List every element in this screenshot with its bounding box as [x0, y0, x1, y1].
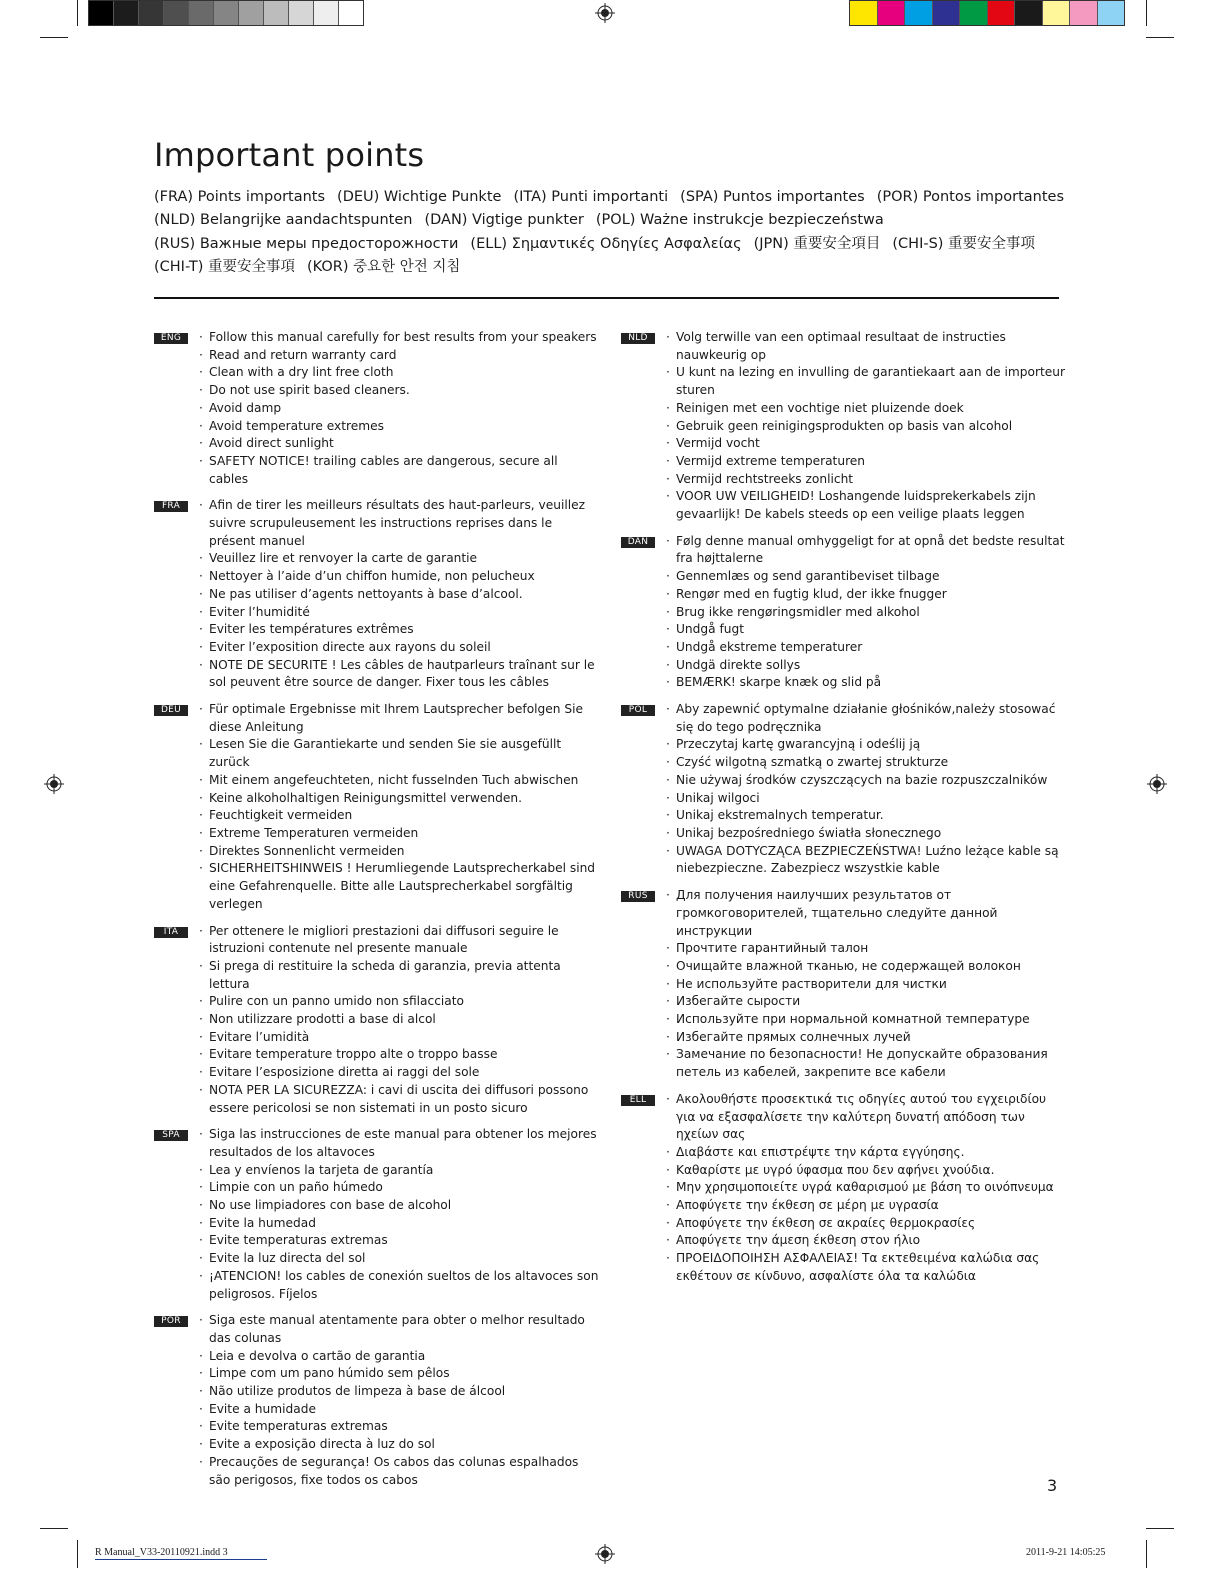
list-item: · Mit einem angefeuchteten, nicht fusselnden Tuch abwischen — [209, 772, 599, 790]
list-item: · Si prega di restituire la scheda di garanzia, previa attenta lettura — [209, 958, 599, 993]
color-swatch — [139, 1, 164, 25]
list-item: · UWAGA DOTYCZĄCA BEZPIECZEŃSTWA! Luźno leżące kable są niebezpieczne. Zabezpiecz wszystkie kable — [676, 843, 1066, 878]
list-item: · Διαβάστε και επιστρέψτε την κάρτα εγγύησης. — [676, 1144, 1066, 1162]
list-item: · Καθαρίστε με υγρό ύφασμα που δεν αφήνει χνούδια. — [676, 1162, 1066, 1180]
list-item: · BEMÆRK! skarpe knæk og slid på — [676, 674, 1066, 692]
list-item: · NOTA PER LA SICUREZZA: i cavi di uscita dei diffusori possono essere pericolosi se non sistemati in un posto sicuro — [209, 1082, 599, 1117]
list-item: · Evitare l’umidità — [209, 1029, 599, 1047]
list-item: · Non utilizzare prodotti a base di alcol — [209, 1011, 599, 1029]
title-divider — [154, 297, 1059, 299]
language-tag: FRA — [154, 501, 188, 512]
list-item: · Undgå fugt — [676, 621, 1066, 639]
list-item: · Evite la humedad — [209, 1215, 599, 1233]
color-swatch — [89, 1, 114, 25]
list-item: · Evitare l’esposizione diretta ai raggi del sole — [209, 1064, 599, 1082]
list-item: · Leia e devolva o cartão de garantia — [209, 1348, 599, 1366]
instruction-list — [209, 1312, 599, 1489]
print-timestamp: 2011-9-21 14:05:25 — [1026, 1547, 1106, 1558]
list-item: · Avoid damp — [209, 400, 599, 418]
list-item: · Limpe com um pano húmido sem pêlos — [209, 1365, 599, 1383]
language-tag: POR — [154, 1316, 188, 1327]
list-item: · Избегайте сырости — [676, 993, 1066, 1011]
file-slug: R Manual_V33-20110921.indd 3 — [95, 1547, 267, 1560]
list-item: · Αποφύγετε την έκθεση σε μέρη με υγρασία — [676, 1197, 1066, 1215]
subtitle-line — [154, 209, 1064, 232]
instruction-list — [209, 923, 599, 1118]
list-item: · Pulire con un panno umido non sfilacciato — [209, 993, 599, 1011]
instruction-list — [676, 329, 1066, 524]
registration-mark-icon — [595, 1544, 615, 1564]
list-item: · Read and return warranty card — [209, 347, 599, 365]
cmyk-color-bar — [849, 0, 1125, 26]
registration-mark-icon — [1147, 774, 1167, 794]
list-item: · Используйте при нормальной комнатной температуре — [676, 1011, 1066, 1029]
list-item: · Undgå ekstreme temperaturer — [676, 639, 1066, 657]
language-section-nld — [621, 329, 1066, 524]
list-item: · Extreme Temperaturen vermeiden — [209, 825, 599, 843]
list-item: · Limpie con un paño húmedo — [209, 1179, 599, 1197]
color-swatch — [339, 1, 363, 25]
crop-mark — [77, 1540, 78, 1568]
color-swatch — [878, 1, 906, 25]
translated-title: (FRA) Points importants — [154, 189, 326, 205]
translated-title: (KOR) 중요한 안전 지침 — [307, 258, 461, 275]
color-swatch — [905, 1, 933, 25]
list-item: · Для получения наилучших результатов от громкоговорителей, тщательно следуйте данной инструкции — [676, 887, 1066, 940]
color-swatch — [960, 1, 988, 25]
list-item: · Precauções de segurança! Os cabos das colunas espalhados são perigosos, fixe todos os cabos — [209, 1454, 599, 1489]
list-item: · Прочтите гарантийный талон — [676, 940, 1066, 958]
list-item: · Lesen Sie die Garantiekarte und senden Sie sie ausgefüllt zurück — [209, 736, 599, 771]
list-item: · Czyść wilgotną szmatką o zwartej strukturze — [676, 754, 1066, 772]
color-swatch — [114, 1, 139, 25]
language-section-ell — [621, 1091, 1066, 1286]
instruction-list — [209, 497, 599, 692]
instruction-list — [209, 329, 599, 488]
registration-mark-icon — [595, 3, 615, 23]
list-item: · Evite a exposição directa à luz do sol — [209, 1436, 599, 1454]
list-item: · NOTE DE SECURITE ! Les câbles de hautparleurs traînant sur le sol peuvent être source de danger. Fixer tous les câbles — [209, 657, 599, 692]
list-item: · Do not use spirit based cleaners. — [209, 382, 599, 400]
language-tag: ENG — [154, 333, 188, 344]
page-title: Important points — [154, 136, 425, 174]
color-swatch — [1098, 1, 1125, 25]
list-item: · ¡ATENCION! los cables de conexión sueltos de los altavoces son peligrosos. Fíjelos — [209, 1268, 599, 1303]
list-item: · Siga las instrucciones de este manual para obtener los mejores resultados de los altavoces — [209, 1126, 599, 1161]
list-item: · Reinigen met een vochtige niet pluizende doek — [676, 400, 1066, 418]
list-item: · Nettoyer à l’aide d’un chiffon humide, non pelucheux — [209, 568, 599, 586]
list-item: · Μην χρησιμοποιείτε υγρά καθαρισμού με βάση το οινόπνευμα — [676, 1179, 1066, 1197]
translated-title: (SPA) Puntos importantes — [680, 189, 865, 205]
instruction-list — [209, 701, 599, 913]
list-item: · Evite la luz directa del sol — [209, 1250, 599, 1268]
list-item: · Vermijd rechtstreeks zonlicht — [676, 471, 1066, 489]
list-item: · Lea y envíenos la tarjeta de garantía — [209, 1162, 599, 1180]
instruction-list — [676, 533, 1066, 692]
list-item: · Per ottenere le migliori prestazioni dai diffusori seguire le istruzioni contenute nel presente manuale — [209, 923, 599, 958]
language-tag: POL — [621, 705, 655, 716]
list-item: · Evite temperaturas extremas — [209, 1232, 599, 1250]
list-item: · Gebruik geen reinigingsprodukten op basis van alcohol — [676, 418, 1066, 436]
subtitle-line — [154, 186, 1064, 209]
color-swatch — [933, 1, 961, 25]
subtitle-line — [154, 256, 1064, 279]
list-item: · Evitare temperature troppo alte o troppo basse — [209, 1046, 599, 1064]
crop-mark — [1146, 0, 1147, 26]
list-item: · Veuillez lire et renvoyer la carte de garantie — [209, 550, 599, 568]
translated-title: (CHI-T) 重要安全事項 — [154, 258, 295, 275]
crop-mark — [1146, 37, 1174, 38]
list-item: · Unikaj bezpośredniego światła słonecznego — [676, 825, 1066, 843]
list-item: · Afin de tirer les meilleurs résultats des haut-parleurs, veuillez suivre scrupuleusement les instructions reprises dans le présent manuel — [209, 497, 599, 550]
crop-mark — [40, 1528, 68, 1529]
list-item: · Follow this manual carefully for best results from your speakers — [209, 329, 599, 347]
list-item: · Przeczytaj kartę gwarancyjną i odeślij ją — [676, 736, 1066, 754]
list-item: · Feuchtigkeit vermeiden — [209, 807, 599, 825]
color-swatch — [850, 1, 878, 25]
language-section-spa — [154, 1126, 599, 1303]
color-swatch — [1070, 1, 1098, 25]
list-item: · Clean with a dry lint free cloth — [209, 364, 599, 382]
list-item: · Rengør med en fugtig klud, der ikke fnugger — [676, 586, 1066, 604]
language-section-dan — [621, 533, 1066, 692]
translated-title: (RUS) Важные меры предосторожности — [154, 235, 459, 252]
color-swatch — [314, 1, 339, 25]
language-tag: RUS — [621, 891, 655, 902]
list-item: · Direktes Sonnenlicht vermeiden — [209, 843, 599, 861]
list-item: · Gennemlæs og send garantibeviset tilbage — [676, 568, 1066, 586]
translated-title: (JPN) 重要安全項目 — [753, 235, 881, 252]
list-item: · Brug ikke rengøringsmidler med alkohol — [676, 604, 1066, 622]
instruction-list — [676, 701, 1066, 878]
list-item: · Αποφύγετε την άμεση έκθεση στον ήλιο — [676, 1232, 1066, 1250]
list-item: · Unikaj wilgoci — [676, 790, 1066, 808]
list-item: · SICHERHEITSHINWEIS ! Herumliegende Lautsprecherkabel sind eine Gefahrenquelle. Bitte alle Lautsprecherkabel sorgfältig verlegen — [209, 860, 599, 913]
instruction-list — [676, 1091, 1066, 1286]
list-item: · Не используйте растворители для чистки — [676, 976, 1066, 994]
list-item: · Undgä direkte sollys — [676, 657, 1066, 675]
language-section-fra — [154, 497, 599, 692]
language-section-por — [154, 1312, 599, 1489]
list-item: · Nie używaj środków czyszczących na bazie rozpuszczalników — [676, 772, 1066, 790]
list-item: · No use limpiadores con base de alcohol — [209, 1197, 599, 1215]
right-column — [621, 329, 1066, 1295]
grayscale-color-bar — [88, 0, 364, 26]
translated-title: (DAN) Vigtige punkter — [424, 212, 584, 229]
language-tag: DAN — [621, 537, 655, 548]
list-item: · Volg terwille van een optimaal resultaat de instructies nauwkeurig op — [676, 329, 1066, 364]
list-item: · Vermijd vocht — [676, 435, 1066, 453]
list-item: · Ακολουθήστε προσεκτικά τις οδηγίες αυτού του εγχειριδίου για να εξασφαλίσετε την καλύτερη δυνατή απόδοση των ηχείων σας — [676, 1091, 1066, 1144]
translated-title: (POR) Pontos importantes — [876, 189, 1065, 205]
color-swatch — [1015, 1, 1043, 25]
language-section-ita — [154, 923, 599, 1118]
color-swatch — [289, 1, 314, 25]
list-item: · Evite temperaturas extremas — [209, 1418, 599, 1436]
language-section-eng — [154, 329, 599, 488]
list-item: · Αποφύγετε την έκθεση σε ακραίες θερμοκρασίες — [676, 1215, 1066, 1233]
crop-mark — [1146, 1540, 1147, 1568]
list-item: · Siga este manual atentamente para obter o melhor resultado das colunas — [209, 1312, 599, 1347]
language-tag: NLD — [621, 333, 655, 344]
list-item: · Evite a humidade — [209, 1401, 599, 1419]
list-item: · Очищайте влажной тканью, не содержащей волокон — [676, 958, 1066, 976]
crop-mark — [1146, 1528, 1174, 1529]
list-item: · Ne pas utiliser d’agents nettoyants à base d’alcool. — [209, 586, 599, 604]
list-item: · VOOR UW VEILIGHEID! Loshangende luidsprekerkabels zijn gevaarlijk! De kabels steeds op een veilige plaats leggen — [676, 488, 1066, 523]
list-item: · Замечание по безопасности! Не допускайте образования петель из кабелей, закрепите все кабели — [676, 1046, 1066, 1081]
color-swatch — [164, 1, 189, 25]
translated-title: (DEU) Wichtige Punkte — [337, 189, 502, 205]
translated-title: (ELL) Σημαντικές Οδηγίες Ασφαλείας — [470, 235, 742, 252]
list-item: · Avoid temperature extremes — [209, 418, 599, 436]
list-item: · Избегайте прямых солнечных лучей — [676, 1029, 1066, 1047]
subtitle-line — [154, 233, 1064, 256]
translated-titles — [154, 186, 1064, 279]
list-item: · Eviter les températures extrêmes — [209, 621, 599, 639]
list-item: · Für optimale Ergebnisse mit Ihrem Lautsprecher befolgen Sie diese Anleitung — [209, 701, 599, 736]
translated-title: (CHI-S) 重要安全事项 — [892, 235, 1036, 252]
translated-title: (POL) Ważne instrukcje bezpieczeństwa — [595, 212, 884, 229]
color-swatch — [189, 1, 214, 25]
language-tag: ELL — [621, 1095, 655, 1106]
instruction-list — [676, 887, 1066, 1082]
color-swatch — [214, 1, 239, 25]
instruction-list — [209, 1126, 599, 1303]
language-section-rus — [621, 887, 1066, 1082]
left-column — [154, 329, 599, 1498]
language-section-deu — [154, 701, 599, 913]
color-swatch — [1043, 1, 1071, 25]
list-item: · Unikaj ekstremalnych temperatur. — [676, 807, 1066, 825]
list-item: · SAFETY NOTICE! trailing cables are dangerous, secure all cables — [209, 453, 599, 488]
language-tag: DEU — [154, 705, 188, 716]
list-item: · Følg denne manual omhyggeligt for at opnå det bedste resultat fra højttalerne — [676, 533, 1066, 568]
registration-mark-icon — [44, 774, 64, 794]
translated-title: (ITA) Punti importanti — [513, 189, 669, 205]
translated-title: (NLD) Belangrijke aandachtspunten — [154, 212, 413, 229]
list-item: · Eviter l’exposition directe aux rayons du soleil — [209, 639, 599, 657]
language-tag: SPA — [154, 1130, 188, 1141]
crop-mark — [77, 0, 78, 26]
list-item: · Aby zapewnić optymalne działanie głośników,należy stosować się do tego podręcznika — [676, 701, 1066, 736]
language-tag: ITA — [154, 927, 188, 938]
color-swatch — [988, 1, 1016, 25]
list-item: · Eviter l’humidité — [209, 604, 599, 622]
list-item: · U kunt na lezing en invulling de garantiekaart aan de importeur sturen — [676, 364, 1066, 399]
language-section-pol — [621, 701, 1066, 878]
color-swatch — [239, 1, 264, 25]
list-item: · Não utilize produtos de limpeza à base de álcool — [209, 1383, 599, 1401]
list-item: · ΠΡΟΕΙΔΟΠΟΙΗΣΗ ΑΣΦΑΛΕΙΑΣ! Τα εκτεθειμένα καλώδια σας εκθέτουν σε κίνδυνο, ασφαλίστε όλα τα καλώδια — [676, 1250, 1066, 1285]
list-item: · Avoid direct sunlight — [209, 435, 599, 453]
crop-mark — [40, 37, 68, 38]
list-item: · Keine alkoholhaltigen Reinigungsmittel verwenden. — [209, 790, 599, 808]
list-item: · Vermijd extreme temperaturen — [676, 453, 1066, 471]
color-swatch — [264, 1, 289, 25]
page-number: 3 — [1047, 1476, 1058, 1495]
